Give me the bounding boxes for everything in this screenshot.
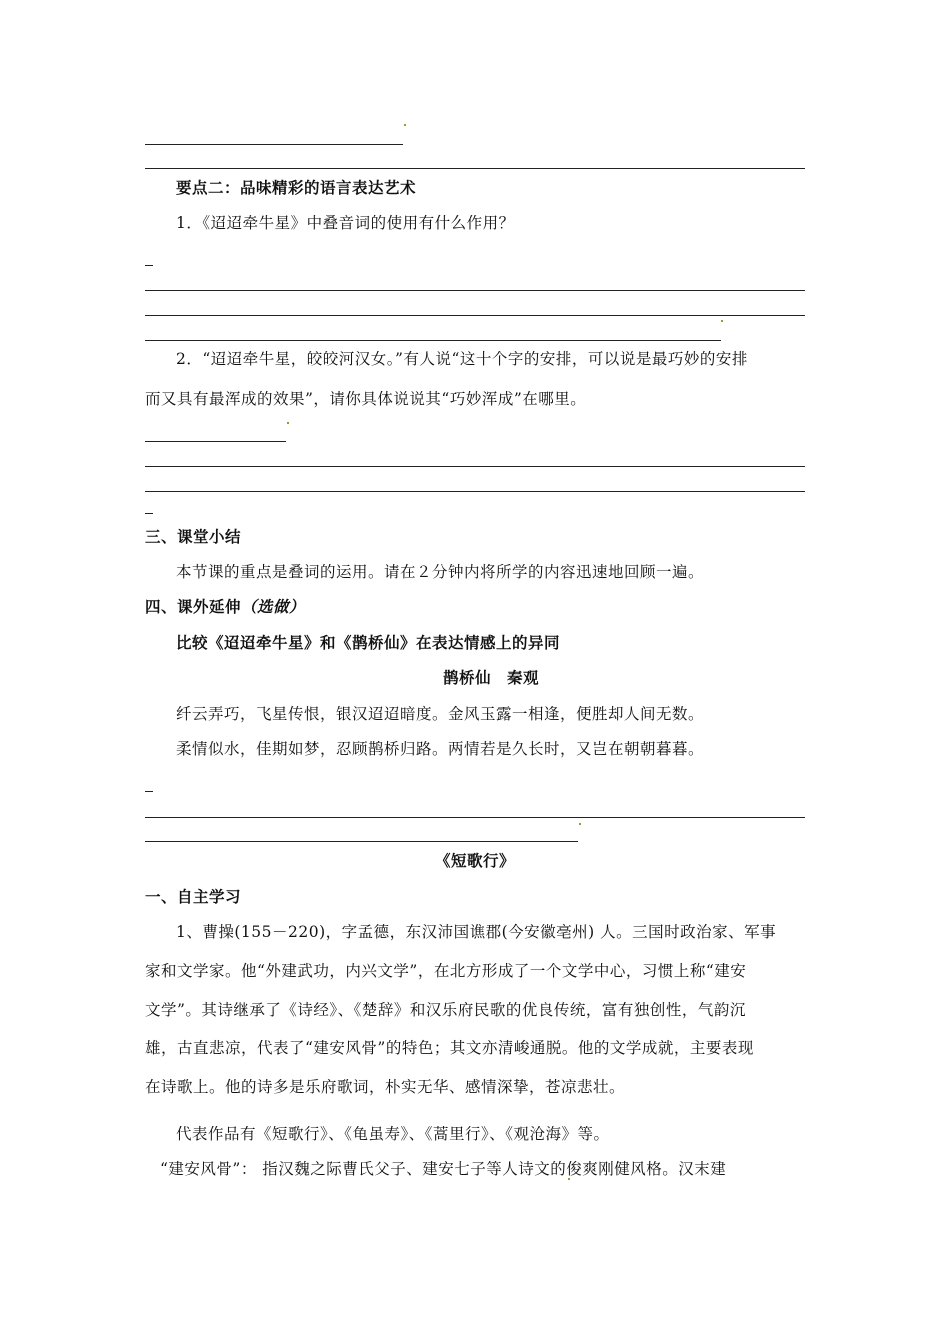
jianan-definition: “建安风骨”： 指汉魏之际曹氏父子、建安七子等人诗文的俊爽刚健风格。汉末建 (160, 1160, 727, 1178)
answer-line (145, 841, 578, 842)
answer-line (145, 491, 805, 492)
answer-line (145, 290, 805, 291)
answer-line (145, 441, 286, 442)
extension-heading (145, 597, 305, 617)
intro-paragraph-line-2: 家和文学家。他“外建武功，内兴文学”，在北方形成了一个文学中心，习惯上称“建安 (145, 962, 747, 980)
extension-task: 比较《迢迢牵牛星》和《鹊桥仙》在表达情感上的异同 (176, 633, 561, 652)
answer-line (145, 466, 805, 467)
marker-dot (579, 823, 581, 825)
question-2-line-2: 而又具有最浑成的效果”，请你具体说说其“巧妙浑成”在哪里。 (145, 390, 587, 408)
question-1: 1．《迢迢牵牛星》中叠音词的使用有什么作用？ (176, 214, 515, 232)
answer-tick (145, 265, 153, 266)
intro-paragraph-line-4: 雄，古直悲凉，代表了“建安风骨”的特色；其文亦清峻通脱。他的文学成就，主要表现 (145, 1039, 754, 1057)
self-study-heading: 一、自主学习 (145, 887, 242, 906)
extension-optional-label: （选做） (241, 597, 306, 616)
marker-dot (287, 422, 289, 424)
extension-heading-label: 四、课外延伸 (145, 597, 242, 616)
answer-line (145, 315, 805, 316)
summary-text: 本节课的重点是叠词的运用。请在２分钟内将所学的内容迅速地回顾一遍。 (176, 563, 705, 581)
poem-line-2: 柔情似水，佳期如梦，忍顾鹊桥归路。两情若是久长时，又岂在朝朝暮暮。 (176, 740, 705, 758)
marker-dot (721, 320, 723, 322)
duangexing-title: 《短歌行》 (434, 851, 515, 870)
answer-line (145, 340, 721, 341)
answer-line (145, 817, 805, 818)
poem-title: 鹊桥仙 秦观 (443, 668, 540, 687)
answer-tick (145, 513, 153, 514)
summary-heading: 三、课堂小结 (145, 527, 242, 546)
intro-paragraph-line-1: 1、曹操(155－220)，字孟德，东汉沛国谯郡(今安徽亳州) 人。三国时政治家、军事 (176, 923, 777, 941)
marker-dot (404, 124, 406, 126)
key-point-two-heading: 要点二：品味精彩的语言表达艺术 (176, 178, 417, 197)
answer-line (145, 168, 805, 169)
representative-works: 代表作品有《短歌行》、《龟虽寿》、《蒿里行》、《观沧海》等。 (176, 1125, 610, 1143)
poem-line-1: 纤云弄巧，飞星传恨，银汉迢迢暗度。金风玉露一相逢，便胜却人间无数。 (176, 705, 705, 723)
answer-tick (145, 791, 153, 792)
question-2-line-1: 2．“迢迢牵牛星，皎皎河汉女。”有人说“这十个字的安排，可以说是最巧妙的安排 (176, 350, 748, 368)
marker-dot (568, 1178, 570, 1180)
intro-paragraph-line-3: 文学”。其诗继承了《诗经》、《楚辞》和汉乐府民歌的优良传统，富有独创性，气韵沉 (145, 1001, 746, 1019)
answer-line (145, 144, 403, 145)
intro-paragraph-line-5: 在诗歌上。他的诗多是乐府歌词，朴实无华、感情深挚，苍凉悲壮。 (145, 1078, 626, 1096)
